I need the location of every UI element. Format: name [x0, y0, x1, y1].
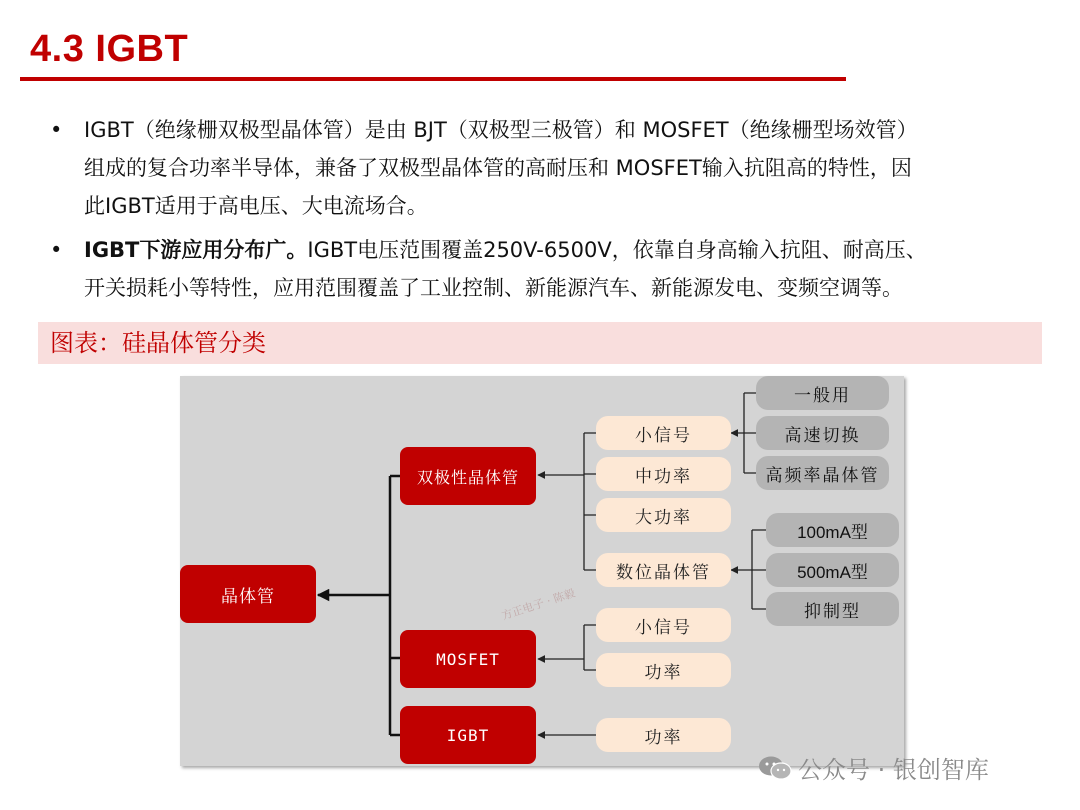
bullet-1-line-2: 组成的复合功率半导体，兼备了双极型晶体管的高耐压和 MOSFET输入抗阻高的特性，因 [84, 156, 912, 180]
footer-watermark [758, 750, 989, 785]
diagram-watermark: 方正电子 · 陈毅 [500, 586, 577, 623]
bullet-dot-2: • [50, 238, 63, 262]
node-bjt: 双极性晶体管 [400, 447, 536, 505]
node-high-freq-transistor: 高频率晶体管 [756, 456, 889, 490]
node-mosfet-power: 功率 [596, 653, 731, 687]
node-igbt: IGBT [400, 706, 536, 764]
bullet-2-line-2: 开关损耗小等特性，应用范围覆盖了工业控制、新能源汽车、新能源发电、变频空调等。 [84, 276, 903, 300]
page-title: 4.3 IGBT [30, 28, 189, 70]
bullet-1-line-3: 此IGBT适用于高电压、大电流场合。 [84, 194, 428, 218]
transistor-classification-diagram [180, 376, 904, 766]
bullet-dot-1: • [50, 118, 63, 142]
node-general-use: 一般用 [756, 376, 889, 410]
bullet-2 [84, 231, 1044, 307]
title-underline [20, 77, 846, 81]
node-mosfet-small-signal: 小信号 [596, 608, 731, 642]
bjt-connector [584, 433, 596, 570]
node-100ma: 100mA型 [766, 513, 899, 547]
footer-text: 公众号 · 银创智库 [798, 756, 989, 784]
root-connector [390, 476, 400, 735]
node-mosfet: MOSFET [400, 630, 536, 688]
bullet-1-line-1: IGBT（绝缘栅双极型晶体管）是由 BJT（双极型三极管）和 MOSFET（绝缘栅型场效管） [84, 118, 918, 142]
node-igbt-power: 功率 [596, 718, 731, 752]
node-bjt-high-power: 大功率 [596, 498, 731, 532]
node-root: 晶体管 [180, 565, 316, 623]
bullet-2-line-1 [84, 231, 1044, 269]
node-high-speed-switch: 高速切换 [756, 416, 889, 450]
node-bjt-digital: 数位晶体管 [596, 553, 731, 587]
bullet-2-bold-lead: IGBT下游应用分布广。 [84, 238, 308, 262]
figure-caption: 图表：硅晶体管分类 [50, 329, 266, 357]
node-500ma: 500mA型 [766, 553, 899, 587]
mosfet-connector [584, 625, 596, 670]
wechat-icon [758, 755, 792, 781]
node-bjt-small-signal: 小信号 [596, 416, 731, 450]
bullet-2-line-1-rest: IGBT电压范围覆盖250V-6500V，依靠自身高输入抗阻、耐高压、 [307, 238, 927, 262]
node-bjt-medium-power: 中功率 [596, 457, 731, 491]
node-suppression: 抑制型 [766, 592, 899, 626]
bullet-1 [84, 111, 1044, 225]
